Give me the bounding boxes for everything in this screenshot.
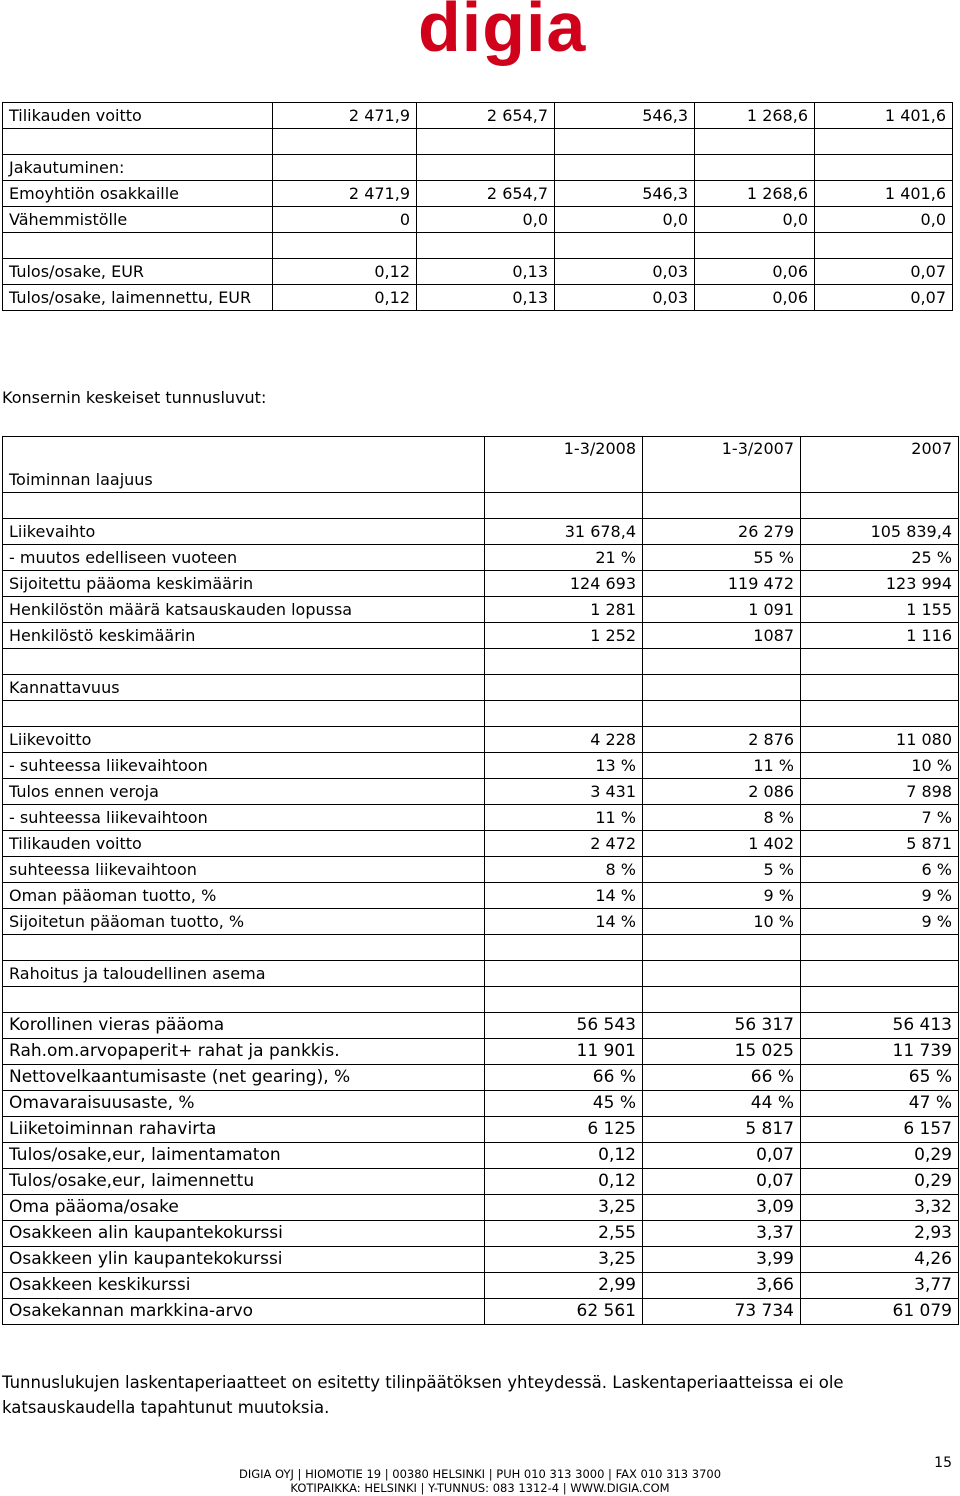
row-value: 2 876	[643, 727, 801, 753]
row-label	[3, 233, 273, 259]
row-label: Tilikauden voitto	[3, 103, 273, 129]
row-label: Osakkeen ylin kaupantekokurssi	[3, 1247, 485, 1273]
table-row	[3, 571, 959, 597]
row-value: 62 561	[485, 1299, 643, 1325]
table-row	[3, 1299, 959, 1325]
row-label: Sijoitettu pääoma keskimäärin	[3, 571, 485, 597]
row-label: Liikevaihto	[3, 519, 485, 545]
table-row	[3, 103, 953, 129]
digia-logo: digia	[418, 0, 587, 66]
row-value	[801, 961, 959, 987]
row-value	[555, 155, 695, 181]
row-value: 66 %	[485, 1065, 643, 1091]
row-value: 11 %	[643, 753, 801, 779]
table-row	[3, 753, 959, 779]
row-value: 0,06	[695, 259, 815, 285]
row-value	[273, 155, 417, 181]
row-value: 9 %	[801, 883, 959, 909]
row-value: 15 025	[643, 1039, 801, 1065]
row-value	[273, 233, 417, 259]
row-value: 1 401,6	[815, 103, 953, 129]
row-value	[643, 935, 801, 961]
footer-line-2: KOTIPAIKKA: HELSINKI | Y-TUNNUS: 083 1312-4 | WWW.DIGIA.COM	[290, 1481, 670, 1495]
row-value: 7 898	[801, 779, 959, 805]
row-value	[801, 493, 959, 519]
row-value	[417, 129, 555, 155]
row-value: 6 %	[801, 857, 959, 883]
row-value: 2,55	[485, 1221, 643, 1247]
row-value	[273, 129, 417, 155]
row-value	[485, 649, 643, 675]
column-header: 1-3/2008	[485, 437, 643, 493]
row-label: Omavaraisuusaste, %	[3, 1091, 485, 1117]
table-row	[3, 1143, 959, 1169]
kpi-header-label: Toiminnan laajuus	[3, 437, 485, 493]
row-value: 10 %	[801, 753, 959, 779]
table-row	[3, 623, 959, 649]
row-value: 123 994	[801, 571, 959, 597]
column-header: 1-3/2007	[643, 437, 801, 493]
table-row	[3, 233, 953, 259]
row-value: 9 %	[801, 909, 959, 935]
row-value	[695, 129, 815, 155]
row-value: 14 %	[485, 909, 643, 935]
row-value	[485, 961, 643, 987]
row-value: 3,77	[801, 1273, 959, 1299]
footer-line-1: DIGIA OYJ | HIOMOTIE 19 | 00380 HELSINKI | PUH 010 313 3000 | FAX 010 313 3700	[238, 1467, 722, 1481]
row-value: 61 079	[801, 1299, 959, 1325]
row-value: 47 %	[801, 1091, 959, 1117]
row-value: 1 091	[643, 597, 801, 623]
row-label	[3, 935, 485, 961]
row-label: Osakkeen alin kaupantekokurssi	[3, 1221, 485, 1247]
page-footer	[0, 1467, 960, 1495]
table-row	[3, 1221, 959, 1247]
row-value: 66 %	[643, 1065, 801, 1091]
row-value: 7 %	[801, 805, 959, 831]
row-value: 4 228	[485, 727, 643, 753]
row-value	[801, 935, 959, 961]
row-value: 44 %	[643, 1091, 801, 1117]
row-label: suhteessa liikevaihtoon	[3, 857, 485, 883]
row-value	[801, 649, 959, 675]
table-row	[3, 857, 959, 883]
table-row	[3, 831, 959, 857]
row-value: 9 %	[643, 883, 801, 909]
row-label: Vähemmistölle	[3, 207, 273, 233]
row-value: 3,66	[643, 1273, 801, 1299]
row-value: 2 654,7	[417, 103, 555, 129]
row-label: Emoyhtiön osakkaille	[3, 181, 273, 207]
row-value	[643, 961, 801, 987]
row-label: Liiketoiminnan rahavirta	[3, 1117, 485, 1143]
row-value: 2 471,9	[273, 181, 417, 207]
row-value	[695, 155, 815, 181]
table-row	[3, 1117, 959, 1143]
table-row	[3, 259, 953, 285]
row-label	[3, 987, 485, 1013]
row-value: 2 472	[485, 831, 643, 857]
row-value: 0,03	[555, 259, 695, 285]
row-value	[417, 233, 555, 259]
row-value: 2 086	[643, 779, 801, 805]
row-value: 65 %	[801, 1065, 959, 1091]
row-value: 1 252	[485, 623, 643, 649]
row-value: 546,3	[555, 103, 695, 129]
table-row	[3, 155, 953, 181]
row-value: 0,0	[417, 207, 555, 233]
row-value: 56 543	[485, 1013, 643, 1039]
row-value: 0,07	[643, 1143, 801, 1169]
row-value: 0,29	[801, 1169, 959, 1195]
row-value: 10 %	[643, 909, 801, 935]
row-label: Henkilöstö keskimäärin	[3, 623, 485, 649]
row-value: 0,12	[273, 285, 417, 311]
row-value: 8 %	[485, 857, 643, 883]
row-value: 0,0	[815, 207, 953, 233]
row-label	[3, 493, 485, 519]
row-value: 55 %	[643, 545, 801, 571]
row-value: 0,12	[485, 1169, 643, 1195]
row-value: 0,07	[815, 285, 953, 311]
row-value	[485, 987, 643, 1013]
row-label	[3, 649, 485, 675]
row-label: - suhteessa liikevaihtoon	[3, 753, 485, 779]
row-value: 0,13	[417, 259, 555, 285]
row-value	[485, 935, 643, 961]
row-label: Rahoitus ja taloudellinen asema	[3, 961, 485, 987]
row-value: 2 654,7	[417, 181, 555, 207]
row-label: Sijoitetun pääoman tuotto, %	[3, 909, 485, 935]
row-value	[555, 129, 695, 155]
row-value: 11 080	[801, 727, 959, 753]
row-value: 2,93	[801, 1221, 959, 1247]
row-value: 0,07	[643, 1169, 801, 1195]
table-row	[3, 1013, 959, 1039]
table-row	[3, 181, 953, 207]
row-value	[801, 987, 959, 1013]
row-value	[485, 701, 643, 727]
page-number: 15	[934, 1455, 952, 1471]
section-title: Konsernin keskeiset tunnusluvut:	[2, 388, 267, 407]
row-value	[815, 233, 953, 259]
row-value: 1 268,6	[695, 181, 815, 207]
table-row	[3, 207, 953, 233]
table-row	[3, 493, 959, 519]
row-label: Rah.om.arvopaperit+ rahat ja pankkis.	[3, 1039, 485, 1065]
row-value: 0,12	[273, 259, 417, 285]
table-row	[3, 961, 959, 987]
row-label: Tulos/osake, laimennettu, EUR	[3, 285, 273, 311]
table-row	[3, 519, 959, 545]
row-value: 6 125	[485, 1117, 643, 1143]
row-value	[801, 675, 959, 701]
row-label: Oman pääoman tuotto, %	[3, 883, 485, 909]
row-value: 1 155	[801, 597, 959, 623]
row-label: - suhteessa liikevaihtoon	[3, 805, 485, 831]
kpi-header-row	[3, 437, 959, 493]
row-value: 0,12	[485, 1143, 643, 1169]
row-value	[555, 233, 695, 259]
row-value: 21 %	[485, 545, 643, 571]
row-value: 11 901	[485, 1039, 643, 1065]
row-value	[815, 155, 953, 181]
row-value	[695, 233, 815, 259]
row-label	[3, 129, 273, 155]
row-value: 124 693	[485, 571, 643, 597]
table-row	[3, 545, 959, 571]
row-label: Henkilöstön määrä katsauskauden lopussa	[3, 597, 485, 623]
table-row	[3, 1091, 959, 1117]
table-row	[3, 779, 959, 805]
table-row	[3, 1273, 959, 1299]
row-label: Tilikauden voitto	[3, 831, 485, 857]
row-value: 119 472	[643, 571, 801, 597]
row-value: 3 431	[485, 779, 643, 805]
table-row	[3, 909, 959, 935]
row-value	[485, 493, 643, 519]
row-label: Osakekannan markkina-arvo	[3, 1299, 485, 1325]
row-value: 1087	[643, 623, 801, 649]
table-row	[3, 1065, 959, 1091]
column-header: 2007	[801, 437, 959, 493]
row-value: 3,37	[643, 1221, 801, 1247]
row-value: 13 %	[485, 753, 643, 779]
row-label: - muutos edelliseen vuoteen	[3, 545, 485, 571]
row-label: Nettovelkaantumisaste (net gearing), %	[3, 1065, 485, 1091]
row-value: 1 281	[485, 597, 643, 623]
table-row	[3, 987, 959, 1013]
table-row	[3, 1247, 959, 1273]
row-value: 105 839,4	[801, 519, 959, 545]
row-value: 25 %	[801, 545, 959, 571]
row-value: 0,07	[815, 259, 953, 285]
row-value	[643, 649, 801, 675]
row-value: 5 817	[643, 1117, 801, 1143]
row-value: 0	[273, 207, 417, 233]
row-value	[815, 129, 953, 155]
table-row	[3, 935, 959, 961]
row-value: 1 268,6	[695, 103, 815, 129]
row-value: 26 279	[643, 519, 801, 545]
row-value: 3,09	[643, 1195, 801, 1221]
row-value: 3,32	[801, 1195, 959, 1221]
row-value	[643, 675, 801, 701]
row-value: 3,25	[485, 1195, 643, 1221]
table-row	[3, 805, 959, 831]
kpi-table	[2, 436, 959, 1325]
row-value: 5 871	[801, 831, 959, 857]
table-row	[3, 649, 959, 675]
row-value	[643, 701, 801, 727]
row-value: 3,99	[643, 1247, 801, 1273]
row-label	[3, 701, 485, 727]
row-value: 31 678,4	[485, 519, 643, 545]
row-label: Tulos/osake, EUR	[3, 259, 273, 285]
table-row	[3, 1195, 959, 1221]
table-row	[3, 1169, 959, 1195]
row-label: Liikevoitto	[3, 727, 485, 753]
table-row	[3, 675, 959, 701]
row-value: 1 116	[801, 623, 959, 649]
row-value: 0,0	[555, 207, 695, 233]
row-value: 11 %	[485, 805, 643, 831]
row-value: 14 %	[485, 883, 643, 909]
row-value: 0,06	[695, 285, 815, 311]
row-value	[643, 987, 801, 1013]
row-value: 546,3	[555, 181, 695, 207]
row-value: 3,25	[485, 1247, 643, 1273]
row-value: 1 402	[643, 831, 801, 857]
row-value: 4,26	[801, 1247, 959, 1273]
row-label: Kannattavuus	[3, 675, 485, 701]
row-value: 0,13	[417, 285, 555, 311]
footnote: Tunnuslukujen laskentaperiaatteet on esitetty tilinpäätöksen yhteydessä. Laskentaperiaatteissa ei ole katsauskaudella tapahtunut muutoksia.	[2, 1373, 844, 1417]
table-row	[3, 597, 959, 623]
row-label: Tulos ennen veroja	[3, 779, 485, 805]
row-value: 5 %	[643, 857, 801, 883]
row-value	[801, 701, 959, 727]
row-value	[643, 493, 801, 519]
table-row	[3, 883, 959, 909]
income-summary-table	[2, 102, 953, 311]
row-value: 73 734	[643, 1299, 801, 1325]
row-value: 2,99	[485, 1273, 643, 1299]
table-row	[3, 701, 959, 727]
row-value: 0,29	[801, 1143, 959, 1169]
row-label: Osakkeen keskikurssi	[3, 1273, 485, 1299]
row-value: 0,0	[695, 207, 815, 233]
table-row	[3, 129, 953, 155]
row-value	[485, 675, 643, 701]
row-label: Oma pääoma/osake	[3, 1195, 485, 1221]
table-row	[3, 727, 959, 753]
row-value: 6 157	[801, 1117, 959, 1143]
row-value: 0,03	[555, 285, 695, 311]
row-value: 8 %	[643, 805, 801, 831]
row-label: Jakautuminen:	[3, 155, 273, 181]
row-label: Tulos/osake,eur, laimennettu	[3, 1169, 485, 1195]
row-value: 56 413	[801, 1013, 959, 1039]
row-value: 11 739	[801, 1039, 959, 1065]
row-value: 1 401,6	[815, 181, 953, 207]
row-value: 56 317	[643, 1013, 801, 1039]
table-row	[3, 285, 953, 311]
row-value	[417, 155, 555, 181]
row-value: 45 %	[485, 1091, 643, 1117]
row-label: Tulos/osake,eur, laimentamaton	[3, 1143, 485, 1169]
row-label: Korollinen vieras pääoma	[3, 1013, 485, 1039]
table-row	[3, 1039, 959, 1065]
row-value: 2 471,9	[273, 103, 417, 129]
